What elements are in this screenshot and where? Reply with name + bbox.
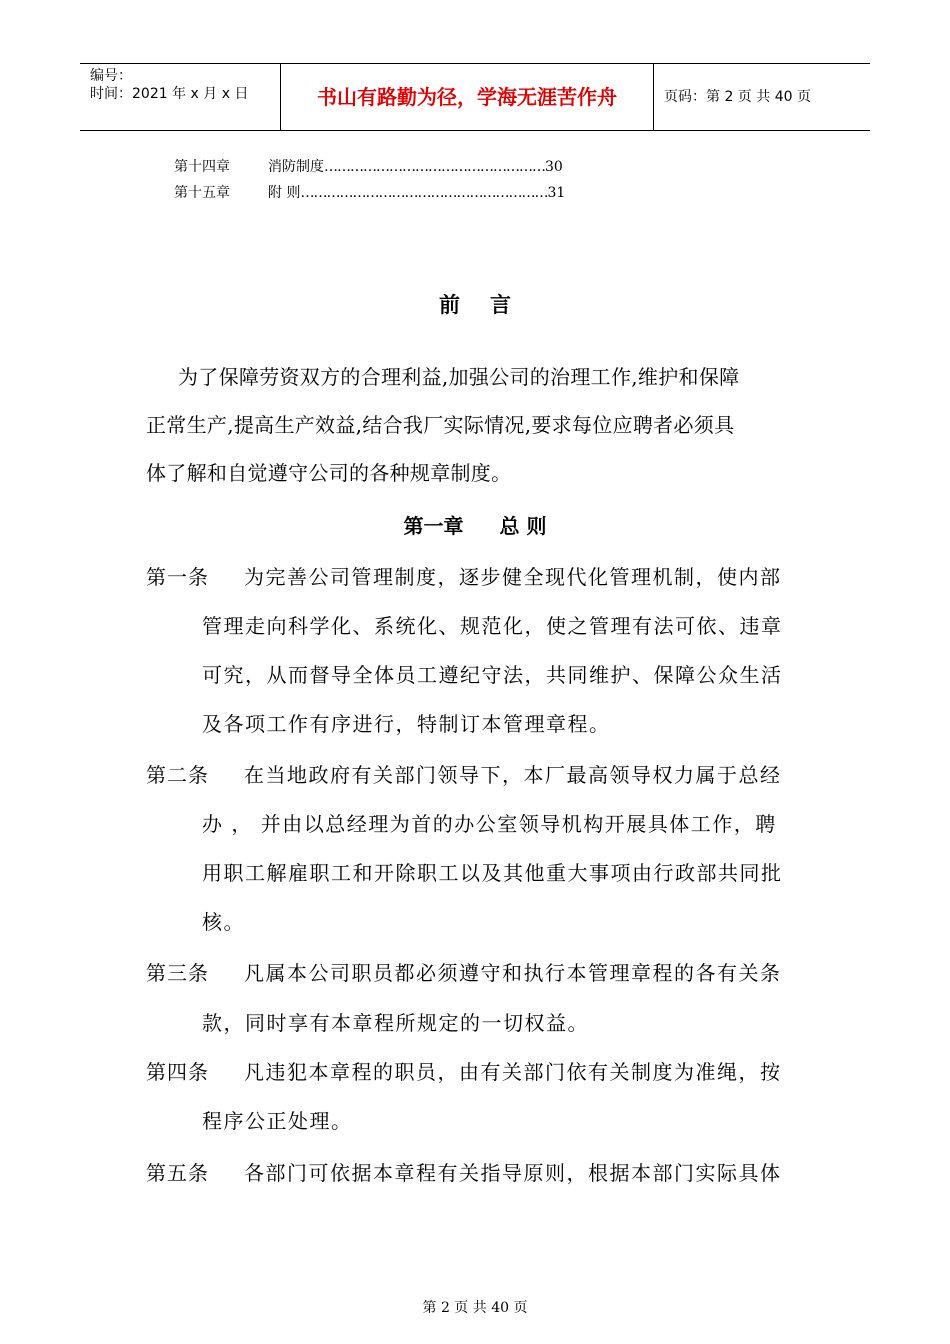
article-line: 用职工解雇职工和开除职工以及其他重大事项由行政部共同批 — [202, 861, 783, 885]
header-motto: 书山有路勤为径，学海无涯苦作舟 — [281, 64, 654, 130]
preface-line: 正常生产,提高生产效益,结合我厂实际情况,要求每位应聘者必须具 — [146, 413, 735, 437]
header-meta — [80, 64, 281, 130]
article-label: 第五条 — [146, 1161, 209, 1185]
article-line: 管理走向科学化、系统化、规范化，使之管理有法可依、违章 — [202, 614, 783, 638]
article-label: 第二条 — [146, 763, 209, 787]
toc-entry — [174, 157, 563, 177]
chapter-heading — [0, 510, 950, 539]
article-line: 各部门可依据本章程有关指导原则，根据本部门实际具体 — [244, 1161, 782, 1185]
article-label: 第一条 — [146, 565, 209, 589]
document-header — [80, 63, 870, 131]
article-line: 为完善公司管理制度，逐步健全现代化管理机制，使内部 — [244, 565, 782, 589]
preface-line: 体了解和自觉遵守公司的各种规章制度。 — [146, 461, 512, 485]
chapter-name: 总 则 — [499, 514, 547, 538]
article-label: 第四条 — [146, 1060, 209, 1084]
header-time-label: 时间：2021 年 x 月 x 日 — [90, 86, 249, 102]
toc-leader: ………………………………………………… — [300, 185, 548, 201]
article-line: 核。 — [202, 910, 245, 934]
article-line: 程序公正处理。 — [202, 1109, 353, 1133]
preface-line: 为了保障劳资双方的合理利益,加强公司的治理工作,维护和保障 — [178, 365, 740, 389]
article-line: 可究，从而督导全体员工遵纪守法，共同维护、保障公众生活 — [202, 663, 783, 687]
article-line: 在当地政府有关部门领导下，本厂最高领导权力属于总经 — [244, 763, 782, 787]
toc-page: 31 — [547, 185, 566, 201]
article-line: 款，同时享有本章程所规定的一切权益。 — [202, 1011, 589, 1035]
toc-chapter: 第十五章 — [174, 185, 230, 201]
toc-page: 30 — [545, 159, 563, 175]
chapter-label: 第一章 — [403, 514, 464, 538]
header-page-info: 页码：第 2 页 共 40 页 — [664, 89, 811, 105]
toc-entry — [174, 183, 565, 203]
article-line: 凡违犯本章程的职员，由有关部门依有关制度为准绳，按 — [244, 1060, 782, 1084]
page-footer: 第 2 页 共 40 页 — [422, 1300, 528, 1316]
toc-title: 附 则 — [268, 185, 301, 201]
header-number-label: 编号： — [90, 68, 132, 84]
toc-title: 消防制度 — [268, 159, 324, 175]
preface-title: 前言 — [439, 292, 541, 317]
toc-chapter: 第十四章 — [174, 159, 230, 175]
toc-leader: …………………………………………… — [324, 159, 545, 175]
article-line: 及各项工作有序进行，特制订本管理章程。 — [202, 712, 611, 736]
article-line: 办 ， 并由以总经理为首的办公室领导机构开展具体工作，聘 — [202, 812, 777, 836]
article-line: 凡属本公司职员都必须遵守和执行本管理章程的各有关条 — [244, 961, 782, 985]
article-label: 第三条 — [146, 961, 209, 985]
